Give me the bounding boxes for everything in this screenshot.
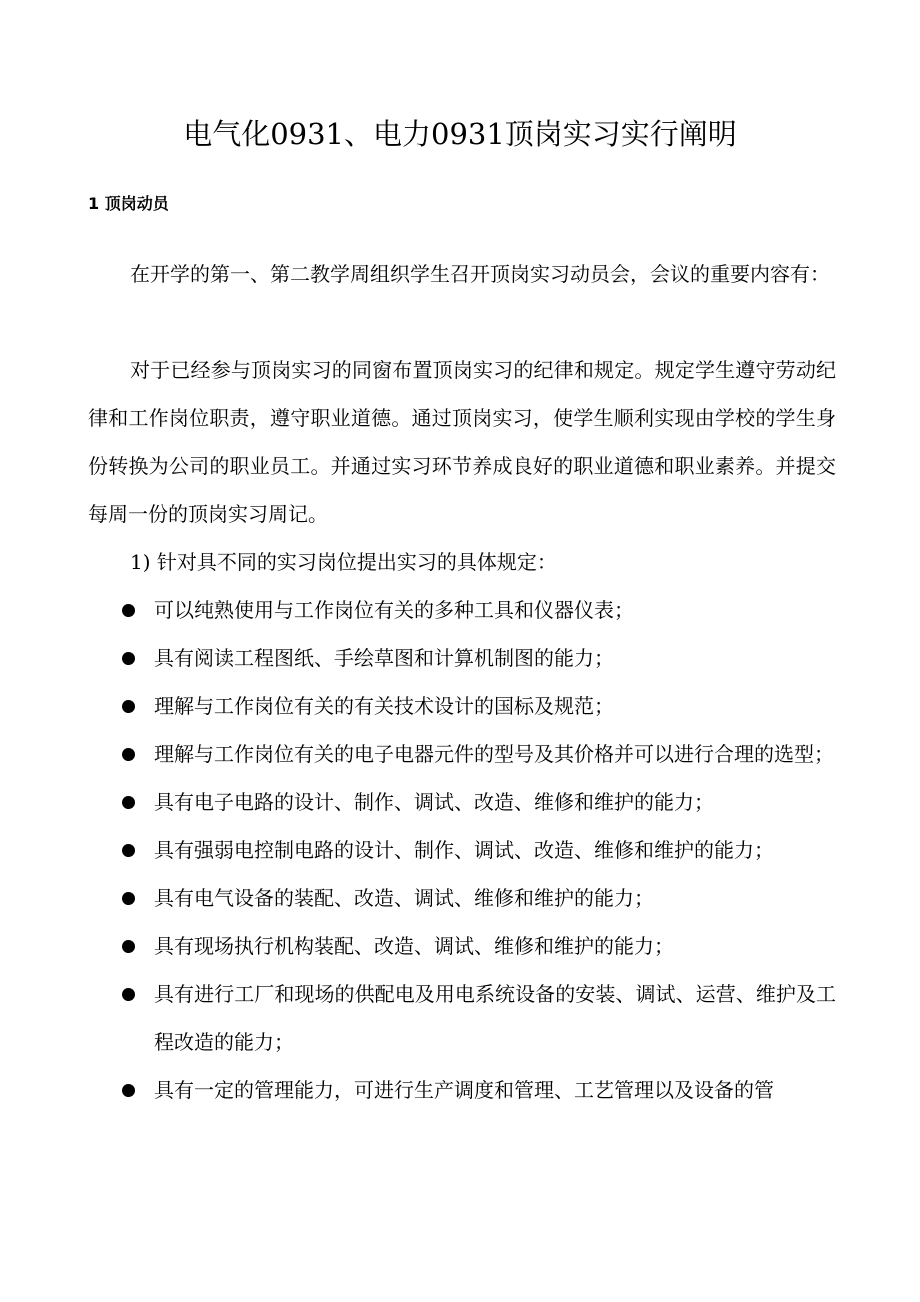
list-item-text: 可以纯熟使用与工作岗位有关的多种工具和仪器仪表； bbox=[154, 598, 634, 622]
bullet-dot-icon bbox=[122, 652, 135, 665]
requirements-list bbox=[0, 586, 920, 1114]
list-item bbox=[0, 682, 836, 730]
list-item-text: 理解与工作岗位有关的有关技术设计的国标及规范； bbox=[154, 694, 614, 718]
list-item bbox=[0, 634, 836, 682]
bullet-dot-icon bbox=[122, 844, 135, 857]
bullet-dot-icon bbox=[122, 796, 135, 809]
subheading-requirements: 1) 针对具不同的实习岗位提出实习的具体规定： bbox=[130, 550, 557, 574]
paragraph-intro: 在开学的第一、第二教学周组织学生召开顶岗实习动员会，会议的重要内容有： bbox=[130, 262, 830, 286]
list-item-text: 具有强弱电控制电路的设计、制作、调试、改造、维修和维护的能力； bbox=[154, 838, 774, 862]
list-item bbox=[0, 874, 836, 922]
list-item-text: 具有电气设备的装配、改造、调试、维修和维护的能力； bbox=[154, 886, 654, 910]
bullet-dot-icon bbox=[122, 604, 135, 617]
list-item-text: 具有阅读工程图纸、手绘草图和计算机制图的能力； bbox=[154, 646, 614, 670]
list-item bbox=[0, 586, 836, 634]
bullet-dot-icon bbox=[122, 892, 135, 905]
list-item bbox=[0, 730, 836, 778]
list-item bbox=[0, 778, 836, 826]
list-item-text: 具有一定的管理能力，可进行生产调度和管理、工艺管理以及设备的管 bbox=[154, 1078, 774, 1102]
bullet-dot-icon bbox=[122, 940, 135, 953]
bullet-dot-icon bbox=[122, 1084, 135, 1097]
list-item-text: 具有进行工厂和现场的供配电及用电系统设备的安装、调试、运营、维护及工程改造的能力； bbox=[154, 982, 836, 1054]
list-item-text: 理解与工作岗位有关的电子电器元件的型号及其价格并可以进行合理的选型； bbox=[154, 742, 834, 766]
bullet-dot-icon bbox=[122, 748, 135, 761]
section-heading: 1 顶岗动员 bbox=[88, 194, 169, 213]
paragraph-discipline: 对于已经参与顶岗实习的同窗布置顶岗实习的纪律和规定。规定学生遵守劳动纪律和工作岗位职责，遵守职业道德。通过顶岗实习，使学生顺利实现由学校的学生身份转换为公司的职业员工。并通过实习环节养成良好的职业道德和职业素养。并提交每周一份的顶岗实习周记。 bbox=[88, 358, 836, 526]
list-item bbox=[0, 970, 836, 1066]
bullet-dot-icon bbox=[122, 988, 135, 1001]
list-item bbox=[0, 826, 836, 874]
list-item bbox=[0, 1066, 836, 1114]
bullet-dot-icon bbox=[122, 700, 135, 713]
document-title: 电气化0931、电力0931顶岗实习实行阐明 bbox=[183, 117, 737, 151]
list-item-text: 具有电子电路的设计、制作、调试、改造、维修和维护的能力； bbox=[154, 790, 714, 814]
list-item bbox=[0, 922, 836, 970]
list-item-text: 具有现场执行机构装配、改造、调试、维修和维护的能力； bbox=[154, 934, 674, 958]
